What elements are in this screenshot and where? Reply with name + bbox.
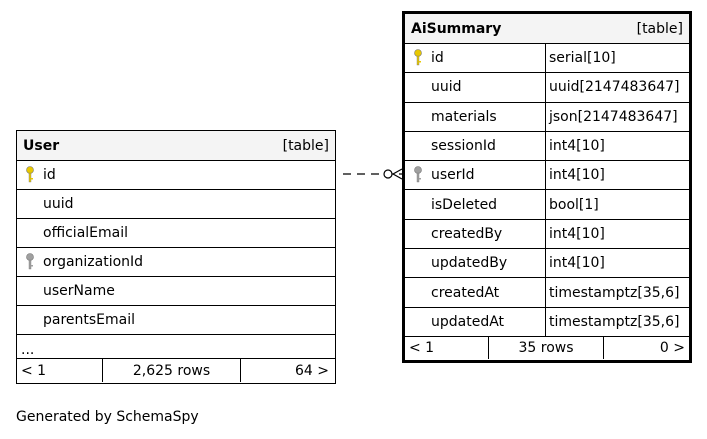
column-type-text: int4[10] <box>549 167 605 184</box>
column-name-text: id <box>431 50 444 67</box>
aisummary-table-kind: [table] <box>636 20 683 37</box>
aisummary-row-count: 35 rows <box>489 337 604 359</box>
user-table-kind: [table] <box>282 137 329 154</box>
column-type-text: json[2147483647] <box>549 108 678 125</box>
column-type-text: int4[10] <box>549 138 605 155</box>
column-type-text: serial[10] <box>549 50 616 67</box>
column-name-text: sessionId <box>431 138 496 155</box>
column-name-text: createdBy <box>431 225 503 242</box>
column-name-text: materials <box>431 108 497 125</box>
column-name-text: isDeleted <box>431 196 498 213</box>
column-type-text: uuid[2147483647] <box>549 79 680 96</box>
aisummary-prev-page[interactable]: < 1 <box>405 337 489 359</box>
column-type-text: int4[10] <box>549 255 605 272</box>
aisummary-next-page[interactable]: 0 > <box>659 339 685 356</box>
user-table-name: User <box>23 137 60 154</box>
column-name-text: officialEmail <box>43 225 128 241</box>
relationship-crowfoot-upper <box>393 169 402 174</box>
user-row-count: 2,625 rows <box>103 359 241 382</box>
aisummary-table-name: AiSummary <box>411 20 502 37</box>
column-name-text: id <box>43 167 56 183</box>
column-name-text: updatedAt <box>431 313 505 330</box>
column-name-text: uuid <box>431 79 462 96</box>
column-name-text: createdAt <box>431 284 500 301</box>
column-type-text: timestamptz[35,6] <box>549 284 680 301</box>
column-name-text: organizationId <box>43 254 144 270</box>
generated-by-label: Generated by SchemaSpy <box>16 409 199 425</box>
column-name-text: parentsEmail <box>43 312 136 328</box>
column-type-text: timestamptz[35,6] <box>549 313 680 330</box>
user-prev-page[interactable]: < 1 <box>17 359 103 382</box>
column-name-text: uuid <box>43 196 74 212</box>
column-name-text: updatedBy <box>431 255 508 272</box>
relationship-crowfoot-lower <box>393 174 402 179</box>
user-table-ellipsis: ... <box>17 335 335 359</box>
column-name-text: userId <box>431 167 475 184</box>
column-type-text: int4[10] <box>549 225 605 242</box>
column-name-text: userName <box>43 283 115 299</box>
user-next-page[interactable]: 64 > <box>295 362 329 379</box>
column-type-text: bool[1] <box>549 196 599 213</box>
relationship-zero-marker <box>384 170 392 178</box>
